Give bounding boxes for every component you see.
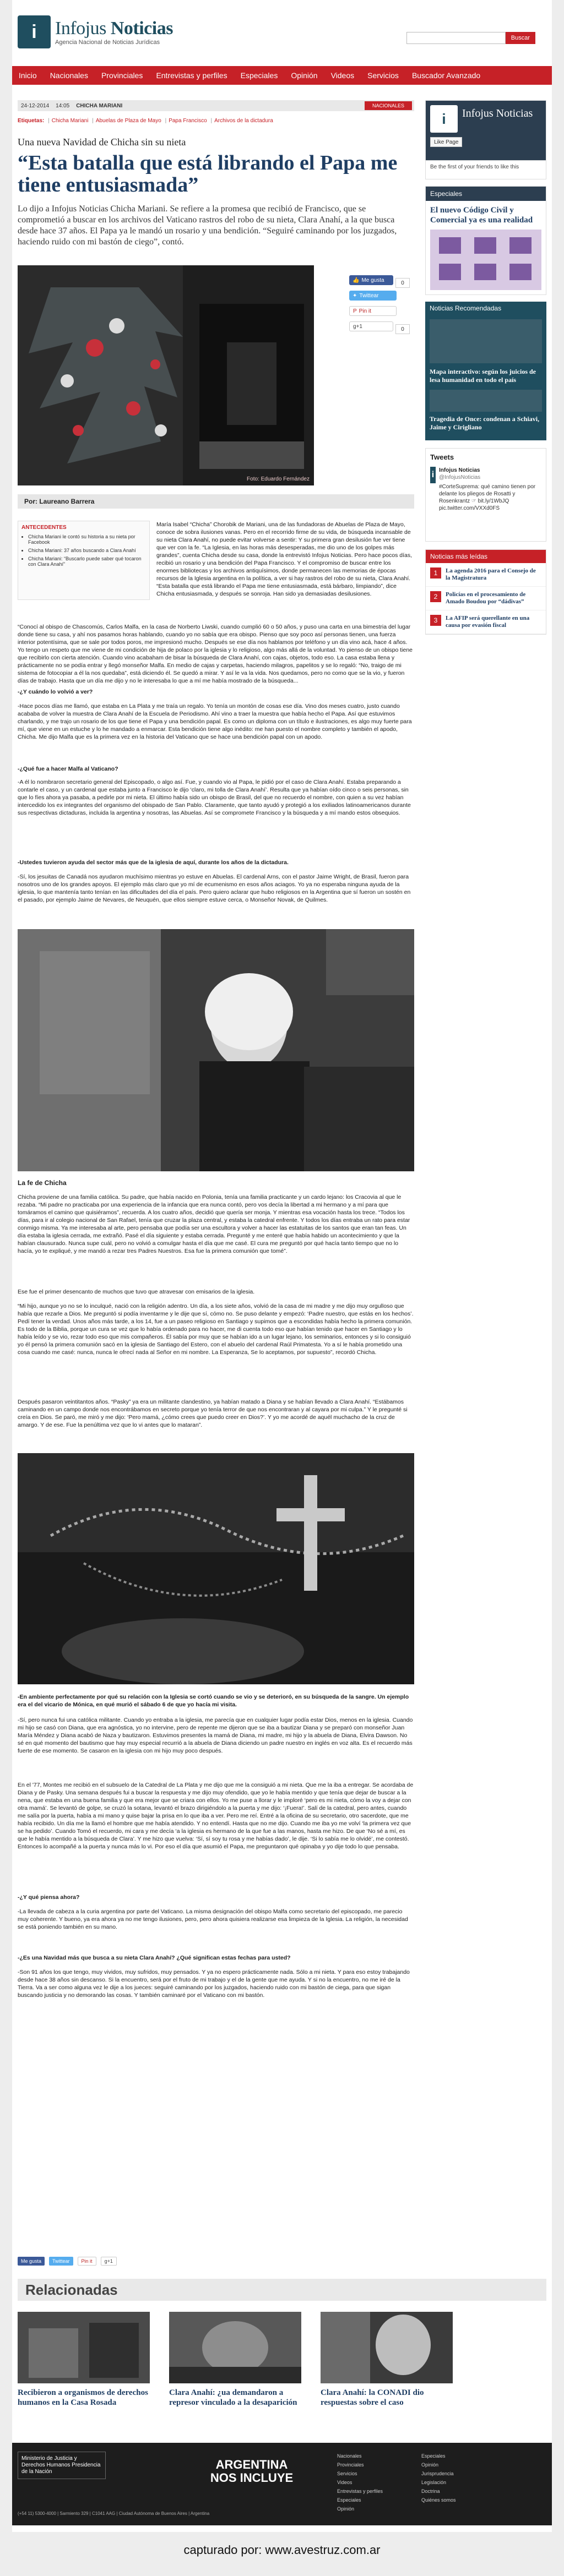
related-image [321, 2312, 453, 2383]
paragraph: En el '77, Montes me recibió en el subsuelo de la Catedral de La Plata y me dijo que me la consiguió a mi nieta. Que me la iba a entregar. Se acordaba de Diana y de Pasky. Una semana después fui a buscar la respuesta y me dijo muy ofendido, que yo le había mentido y que tenía que dejar de buscar a la nena, que estaba en una buena familia y que era mejor que se criara con ellos. Yo me puse a llorar y le imploré ‘pero es mi nieta, cómo la voy a dejar con otra mamá’. Se levantó de golpe, se cruzó la sotana, levantó el brazo dirigiéndolo a la puerta y me dijo: ‘¡Fuera!’. Salí de la catedral, pero antes, cuando me salía por la puerta, había a mi mano y quise bajar la prisa en lo que iba a ver. Pero me reí. Entré a la oficina de su secretario, otro sacerdote, que me había recibido. Un día me la llamó el hombre que me había atendido. Y no entendí. Hasta que no me dijo. Cuando me iba yo me volví ‘la primera vez que se ha pedido’. Cuando Tomó el recuerdo, mi cara y me decía ‘a la iglesia es hermano de la que fue a las manos, hasta me hizo. De que ‘No sé a mí, es que le había mentido a la búsqueda de Clara’. Y me hizo que vuelva: ‘Sí, sí soy tu rosa y me habías dado’, le dije. ‘Si lo sabía me lo olvidé’, me contestó. Entonces lo acompañé a la puerta y nunca más lo vi. Por eso el día que asumió el Papa, me preguntaron qué opinaba y yo dije todo lo que pensaba. [18, 1782, 414, 1850]
nav-servicios[interactable]: Servicios [367, 71, 399, 80]
section-badge[interactable]: NACIONALES [365, 101, 412, 110]
notmas-box [425, 549, 546, 635]
logo[interactable] [18, 15, 173, 48]
article-section: CHICHA MARIANI [76, 102, 123, 109]
facebook-like-button[interactable]: Me gusta [18, 2257, 45, 2266]
google-plus-button[interactable]: g+1 [349, 321, 393, 331]
related-title[interactable]: Clara Anahí: ¿ua demandaron a represor vinculado a la desaparición [169, 2388, 297, 2407]
antecedentes-link[interactable]: • Chicha Mariani: 37 años buscando a Clara Anahí [28, 548, 146, 553]
nav-videos[interactable]: Videos [330, 71, 355, 80]
rosary-image [18, 1453, 414, 1684]
facebook-widget [425, 100, 546, 161]
logo-mark: i [18, 15, 51, 48]
notrec-image[interactable] [430, 390, 542, 412]
footer-link[interactable]: Especiales [337, 2497, 361, 2503]
footer-link[interactable]: Videos [337, 2480, 352, 2485]
footer-link[interactable]: Quiénes somos [421, 2497, 456, 2503]
antecedentes-box [18, 521, 150, 600]
especiales-title: Especiales [426, 187, 546, 201]
footer-link[interactable]: Doctrina [421, 2488, 440, 2494]
christmas-tree-photo [18, 265, 314, 485]
paragraph: -Hace pocos días me llamó, que estaba en La Plata y me traía un regalo. Yo tenía un montón de cosas ese día. Vino dos meses cuatro, justo cuando acababa de volver la muestra de Clara Anahí de la Escuela de Periodismo. Ahí vino a traer la muestra que había hecho el Papa. Así que estuvimos charlando, y me trajo un rosario de los que tiene el Papa y una bendición papal. Es como un diploma con un título e ilustraciones, es algo muy fuerte para mí, que viene en un estuche y lo he mandado a enmarcar. Esta bendición tiene algo inédito: me han puesto el nombre completo y también el apodo, Chicha. Me dijo Malfa que es la primera vez en la historia del Vaticano que se hace una bendición papal con un apodo. [18, 703, 412, 740]
footer-col-1 [337, 2452, 383, 2513]
related-image [169, 2312, 301, 2383]
paragraph: María Isabel “Chicha” Chorobik de Mariani, una de las fundadoras de Abuelas de Plaza de Mayo, conoce de sobra ilusiones vanas. Pero en el recorrido firme de su vida, de búsqueda incansable de su nieta Clara Anahí, no puede evitar volverse a sentir: Y su primera gran desilusión fue ver tiene que ver con la fe. “La Iglesia, en las horas más desesperadas, me dio uno de los golpes más grandes”, cuenta Chicha desde su casa, donde la entrevistó Infojus Noticias. Pero hace pocos días, recibió un rosario y una bendición del Papa Francisco. Y el compromiso de buscar entre los enormes bibliotecas y los archivos antiquísimos, donde permanecen las memorias de épocas recursos de la Iglesia argentina en la política, a ver si hay rastros del robo de su nieta, Clara Anahí. “Esta batalla que está librando el Papa me tiene entusiasmada, está bárbaro, limpiando”, dice Chicha entusiasmada, y después se sonroja. Han sido ya demasiadas desilusiones. [156, 521, 413, 597]
antecedentes-link[interactable]: • Chicha Mariani: “Buscarlo puede saber qué tocaron con Clara Anahí” [28, 556, 146, 567]
footer-link[interactable]: Nacionales [337, 2453, 362, 2459]
fb-page-title: Infojus Noticias [462, 107, 533, 119]
brand-bold: Noticias [110, 18, 173, 39]
notmas-item[interactable]: 1 La agenda 2016 para el Consejo de la Magistratura [426, 563, 546, 587]
nav-opinion[interactable]: Opinión [291, 71, 318, 80]
fb-page-avatar: i [430, 105, 458, 133]
paragraph: -Sí, pero nunca fui una católica militante. Cuando yo entraba a la iglesia, me parecía que en cualquier lugar podía estar Dios, menos en la iglesia. Cuando mi hijo se casó con Diana, que era agnóstica, yo no intervine, pero de repente me dijeron que se iba a bautizar Diana y se preparó con monseñor Juan María Méndez y Diana acabó de Naza y bautizaron. Estuvimos presentes la mamá de Diana, mi madre, mi hijo y la abuela de Diana, Elvira Dawson. No sé en qué momento del bautismo que hay muy especial recurrió a la abuela de Diana diciendo un padre nuestro en inglés en voz alta. Es el recuerdo más fuerte de ese momento. Se casaron en la iglesia con mi hijo muy poco después. [18, 1717, 413, 1754]
tweet-name[interactable]: Infojus Noticias [438, 467, 480, 473]
twitter-icon: ✦ [352, 292, 357, 299]
question: -¿Qué fue a hacer Malfa al Vaticano? [18, 766, 118, 772]
antecedentes-link[interactable]: • Chicha Mariani le contó su historia a su nieta por Facebook [28, 534, 146, 545]
especiales-feature[interactable]: El nuevo Código Civil y Comercial ya es una realidad [430, 206, 533, 225]
question: -¿Y cuándo lo volvió a ver? [18, 689, 93, 695]
notrec-box [425, 302, 546, 440]
pinterest-button[interactable]: Pin it [78, 2257, 96, 2266]
tags: Etiquetas: | Chicha Mariani | Abuelas de Plaza de Mayo | Papa Francisco | Archivos de la dictadura [18, 118, 273, 124]
tweet-button[interactable]: Twittear [49, 2257, 73, 2266]
bottom-share [18, 2257, 117, 2266]
tag-link[interactable]: Archivos de la dictadura [214, 118, 273, 124]
notmas-title: Noticias más leídas [426, 550, 546, 563]
tweet-button[interactable]: ✦ Twittear [349, 291, 397, 301]
footer-link[interactable]: Entrevistas y perfiles [337, 2488, 383, 2494]
tweets-title: Tweets [430, 453, 454, 461]
footer-link[interactable]: Opinión [337, 2506, 355, 2512]
chicha-photo [18, 929, 414, 1171]
paragraph: Ese fue el primer desencanto de muchos que tuvo que atravesar con emisarios de la iglesia. [18, 1289, 255, 1295]
especiales-box [425, 186, 546, 295]
facebook-like-button[interactable]: 👍 Me gusta [349, 275, 393, 285]
tweet-handle[interactable]: @InfojusNoticias [438, 474, 481, 481]
fb-friends-text: Be the first of your friends to like this [425, 161, 546, 179]
page-wrapper [12, 0, 552, 2532]
article-date: 24-12-2014 [21, 102, 50, 109]
main-photo [18, 265, 314, 485]
site-header [12, 0, 552, 65]
search-bar [406, 32, 535, 44]
question: -Ustedes tuvieron ayuda del sector más que de la iglesia de aquí, durante los años de la dictadura. [18, 859, 289, 866]
gp-count: 0 [395, 324, 410, 334]
nav-nacionales[interactable]: Nacionales [50, 71, 88, 80]
article-time: 14:05 [56, 102, 70, 109]
footer-col-2 [421, 2452, 456, 2513]
notrec-item[interactable]: Mapa interactivo: según los juicios de lesa humanidad en todo el país [430, 368, 536, 384]
site-footer [12, 2443, 552, 2525]
paragraph: -La llevada de cabeza a la curia argentina por parte del Vaticano. La misma designación del obispo Malfa como secretario del episcopado, me parecio muy coherente. Y bueno, ya era ahora ya no me tengo ilusiones, pero, pero ahora quisiera realizarse esa limpieza de la Iglesia. La religión, la necesidad se está poniendo también en su mano. [18, 1908, 408, 1930]
paragraph: -Sí, los jesuitas de Canadá nos ayudaron muchísimo mientras yo estuve en Abuelas. El cardenal Arns, con el pastor Jaime Wright, de Brasil, fueron para nosotros uno de los grandes apoyos. El ejemplo más claro que yo mí de ecumenismo en esos años aciagos. Yo ya no esperaba ninguna ayuda de la iglesia, lo que mantenía tanto tenían en las dificultades del día el país. Pero quiero aclarar que hubo religiosos en la Argentina que sí fueron un sostén en el pasado, por ejemplo Jaime de Nevares, de Neuquén, que ellos siempre estuve cerca, o Monseñor Novak, de Quilmes. [18, 874, 411, 903]
related-card[interactable] [169, 2312, 301, 2408]
notmas-item[interactable]: 3 La AFIP será querellante en una causa por evasión fiscal [426, 610, 546, 634]
tag-link[interactable]: Papa Francisco [169, 118, 207, 124]
search-button[interactable]: Buscar [506, 32, 535, 44]
footer-link[interactable]: Especiales [421, 2453, 446, 2459]
brand-light: Infojus [55, 18, 106, 39]
paragraph: Chicha proviene de una familia católica. Su padre, que había nacido en Polonia, tenía una familia practicante y un cardo lejano: los Cracovia al que le rezaba. “Mi padre no practicaba por una experiencia de la infancia que era nunca contó, pero vos decía la libertad a mi hermano y a mí para que tomáramos el camino que quisiéramos”, recuerda. A los cuatro años, decidió que quería ser monja. Y mientras esa vocación hasta los trece. “Todos los días, para ir al colegio nacional de San Rafael, tenía que cruzar la plaza central, y estaba la catedral enfrente. Y todos los días entraba un rato para estar conmigo misma. Ya me interesaba al arte, pero pensaba que podía ser una escultora y volver a hacer las estatuitas de los santos que eran tan feas. Un día estaba la iglesia cerrada, me extrañó. Pasé el día siguiente y estaba cerrada. Pregunté y me enteré que había habido un acontecimiento y que la habían clausurado. Nunca supe cuál, pero no volvió a comulgar hasta el día que me casé. El cura me preguntó por qué hacía tanto tiempo que no lo hacía, yo te expliqué, y me mandó a rezar tres Padres Nuestros. Esa fue la primera comunión que tomé”. [18, 1194, 410, 1254]
tweet-text: #CorteSuprema: qué camino tienen por delante los pliegos de Rosatti y Rosenkrantz ☞ bit.ly/1WbJQ pic.twitter.com/VXXd0FS [438, 484, 536, 511]
nav-inicio[interactable]: Inicio [19, 71, 37, 80]
date-bar [18, 100, 414, 111]
question: -¿Es una Navidad más que busca a su nieta Clara Anahí? ¿Qué significan estas fechas para usted? [18, 1955, 291, 1961]
antecedentes-title: ANTECEDENTES [21, 525, 67, 531]
notrec-image[interactable] [430, 319, 542, 363]
argentina-banner: ARGENTINA NOS INCLUYE [210, 2458, 294, 2485]
related-title[interactable]: Recibieron a organismos de derechos humanos en la Casa Rosada [18, 2388, 148, 2407]
rank-badge: 2 [430, 591, 441, 602]
portrait-photo [18, 929, 414, 1171]
nav-entrevistas[interactable]: Entrevistas y perfiles [156, 71, 227, 80]
notmas-item[interactable]: 2 Policías en el procesamiento de Amado Boudou por “dádivas” [426, 587, 546, 610]
ministerio-logo[interactable]: Ministerio de Justicia y Derechos Humanos Presidencia de la Nación [18, 2452, 106, 2479]
footer-link[interactable]: Opinión [421, 2462, 439, 2468]
nav-especiales[interactable]: Especiales [240, 71, 278, 80]
related-title[interactable]: Clara Anahí: la CONADI dio respuestas sobre el caso [321, 2388, 424, 2407]
byline: Por: Laureano Barrera [18, 494, 414, 509]
rosary-photo [18, 1453, 414, 1684]
main-nav [12, 66, 552, 85]
share-column [349, 275, 410, 337]
question: -¿Y qué piensa ahora? [18, 1894, 80, 1901]
tag-link[interactable]: Chicha Mariani [51, 118, 89, 124]
related-image [18, 2312, 150, 2383]
section-heading: La fe de Chicha [18, 1179, 67, 1187]
paragraph: -A él lo nombraron secretario general del Episcopado, o algo así. Fue, y cuando vio al Papa, le pidió por el caso de Clara Anahí. Estaba preparando a contarle el caso, y un cardenal que estaba junto a Francisco le dijo ‘claro, mi tolla de Clara Anahí’. Resulta que ya habían oído cinco o seis personas, sin que lo fíes ahora ya pasaba, a pedirle por mi nieta. El último había sido un obispo de Brasil, del que no recuerdo el nombre, con quien a su vez habían intercedido los ex integrantes del organismo del obispado de San Pablo. Claramente, que tanto ayudó y protegió a los exiliados latinoamericanos durante sus respectivas dictaduras, incluida la argentina y nosotras, las Abuelas. Así se compromete Francisco y la búsqueda y a mí mando estos obsequios. [18, 779, 411, 816]
notrec-item[interactable]: Tragedia de Once: condenan a Schiavi, Jaime y Cirigliano [430, 415, 540, 431]
search-input[interactable] [406, 32, 506, 44]
related-heading: Relacionadas [18, 2279, 546, 2301]
pinterest-button[interactable]: P Pin it [349, 306, 397, 316]
question: -En ambiente perfectamente por qué su relación con la Iglesia se cortó cuando se vio y se deterioró, en su búsqueda de la sangre. Un ejemplo era el del vicario de Mónica, en qué murió el sábado 6 de que yo hacía mi visita. [18, 1694, 409, 1708]
capture-watermark: capturado por: www.avestruz.com.ar [183, 2543, 381, 2557]
article-kicker: Una nueva Navidad de Chicha sin su nieta [18, 137, 186, 148]
article-lead: Lo dijo a Infojus Noticias Chicha Mariani. Se refiere a la promesa que recibió de Francisco, que se comprometió a buscar en los archivos del Vaticano rastros del robo de su nieta, Clara Anahí, a la que busca desde hace 37 años. El Papa ya le mandó un rosario y una bendición. “Seguiré caminando por los juzgados, haciendo ruido con mi bastón de ciego”, contó. [18, 204, 397, 247]
tweets-widget [425, 448, 546, 542]
fb-like-page-button[interactable]: Like Page [430, 137, 462, 147]
footer-link[interactable]: Legislación [421, 2480, 447, 2485]
nav-buscador[interactable]: Buscador Avanzado [411, 71, 481, 80]
fb-count: 0 [395, 278, 410, 288]
rank-badge: 3 [430, 615, 441, 626]
related-card[interactable] [321, 2312, 453, 2408]
thumb-icon: 👍 [352, 277, 360, 283]
google-plus-button[interactable]: g+1 [101, 2257, 117, 2266]
especiales-image[interactable] [430, 230, 541, 290]
sidebar [425, 100, 546, 635]
footer-link[interactable]: Jurisprudencia [421, 2471, 454, 2476]
photo-credit: Foto: Eduardo Fernández [247, 476, 310, 482]
footer-link[interactable]: Provinciales [337, 2462, 364, 2468]
article-title: “Esta batalla que está librando el Papa me tiene entusiasmada” [18, 151, 398, 197]
related-card[interactable] [18, 2312, 150, 2408]
tag-link[interactable]: Abuelas de Plaza de Mayo [95, 118, 161, 124]
footer-address: (+54 11) 5300-4000 | Sarmiento 329 | C1041 AAG | Ciudad Autónoma de Buenos Aires | Argentina [18, 2511, 210, 2516]
logo-text [55, 18, 173, 46]
tagline: Agencia Nacional de Noticias Jurídicas [55, 39, 160, 46]
footer-link[interactable]: Servicios [337, 2471, 357, 2476]
tweet-avatar: i [430, 467, 436, 483]
paragraph: “Conocí al obispo de Chascomús, Carlos Malfa, en la casa de Norberto Liwski, cuando cumplió 60 o 50 años, y puso una carta en una bimestria del lugar donde tiene su casa, y ahí nos pasamos horas hablando, cuando yo no sabía que era obispo. Pienso que soy poco así personas tienen, una fuerza interior potentísima, que se sale por todos poros, me impresionó mucho. Después se ese día nos hablamos por teléfono y un día vino acá, hace 4 años. Yo tengo un respeto que me viene de mi condición de hija de polaco por la iglesia y lo religioso, algo más allá de la voluntad. Yo pienso de un obispo tiene que recibirlo con cierta atención. Cuando vino acabaham de bisar la búsqueda de Clara Anahí, con cajas, objetos, todo eso. La casa estaba llena y prácticamente no se podía entrar y llegó monseñor Malfa. En medio de cajas y carpetas, haciendo milagros, papelitos y se lo regaló: “No, traigo de mi sistema de fotocopiar a él la nos quedaba”, está diciendo él. Se quedó a mirar. Y así le va la vida. Nos quedamos, pero no como que se la vio, y fueron días de trabajo. Hasta que un día me dijo y no le interesaba lo que a mí me había mostrado de la búsqueda... [18, 624, 413, 684]
pin-icon: P [353, 308, 357, 314]
nav-provinciales[interactable]: Provinciales [101, 71, 143, 80]
tags-label: Etiquetas: [18, 118, 45, 124]
rank-badge: 1 [430, 567, 441, 578]
paragraph: -Son 91 años los que tengo, muy vividos, muy sufridos, muy pensados. Y ya no espero prácticamente nada. Sólo a mi nieta. Y para eso estoy trabajando desde hace 38 años sin descanso. Si la encuentro, será por el fruto de mi trabajo y el de la gente que me ayuda. Y si no la encuentro, no me iré de la Tierra. Va a ser como alguna vez le dije a los jueces: seguiré caminando por los juzgados, haciendo ruido con mi bastón de ciega, para que sigan buscando justicia y no demorando las cosas. Y también caminaré por el Vaticano con mi bastón. [18, 1969, 410, 1999]
paragraph: “Mi hijo, aunque yo no se lo inculqué, nació con la religión adentro. Un día, a los siete años, volvió de la casa de mi madre y me dijo muy orgulloso que había que rezarle a Dios. Me preguntó si podía inventarme y le dije que sí, cómo no. Se puso delante y empezó: ‘Padre nuestro, que estás en los hechos’. Pedí tener la verdad. Unos años más tarde, a los 14, fue a un paseo religioso en Santiago y supimos que a escondidas había hecho la primera comunión. Es todo de la Biblia, porque un cura se vez que lo había ordenado para no hacer, me di cuenta todo eso que habían tenido que hacer en Santiago y lo había leído y se vio, rezar todo eso que mis compañeros. Él sabía por muy que se habían ido a un lugar lejano, los seminarios, entonces y si lo consiguió yo él pensó la primera comunión sacó en la iglesia de Santiago del Estero, con el abuelo del cardenal Raúl Primatesta. Yo a sí le había prometido una cosa cuando me casé: nunca, nunca le ofrecí nada al Señor en mi nombre. La Esperanza, Se lo aceptamos, por supuesto”, recordó Chicha. [18, 1303, 414, 1356]
paragraph: Después pasaron veintitantos años. “Pasky” ya era un militante clandestino, ya habían matado a Diana y se habían llevado a Clara Anahí. “Estábamos caminando en un campo donde nos encontrábamos en secreto porque yo tenía terror de que nos encontraran y al cayara por mi culpa.” Y le pregunté si creía en Dios. Se paró, me miró y me dijo: ‘Pero mamá, ¿cómo crees que puedo creer en Dios?’. Y yo me acordé de aquél muchacho de la cruz de amargo. Y de ese. Fue la penúltima vez que lo vi antes que lo mataran”. [18, 1399, 408, 1428]
notrec-title: Noticias Recomendadas [425, 302, 546, 315]
footer-links [337, 2452, 456, 2513]
